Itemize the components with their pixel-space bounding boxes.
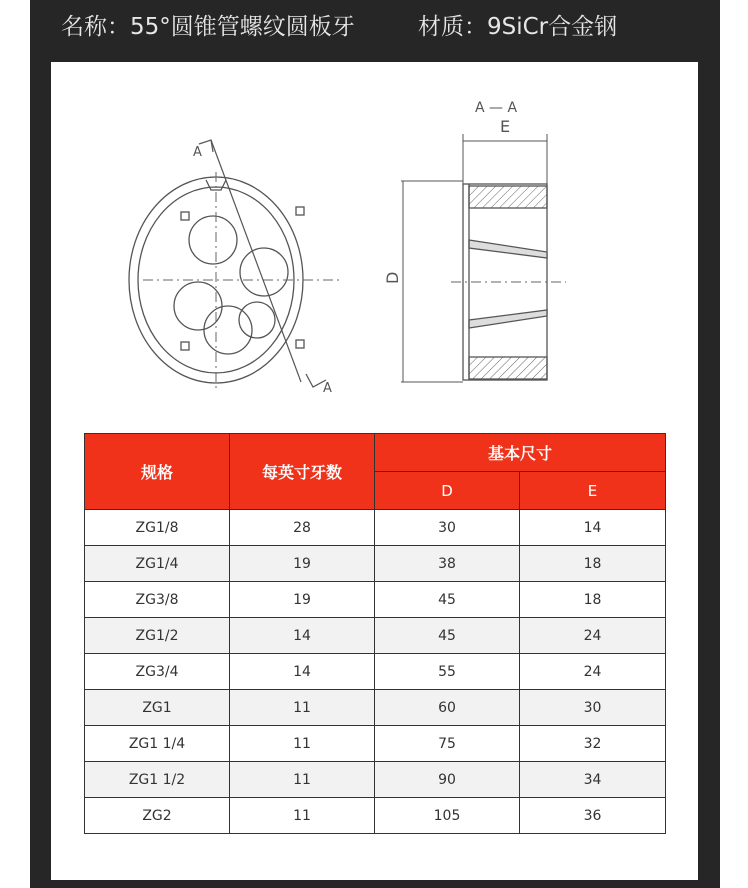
header-e: E — [520, 472, 666, 510]
section-marker-bottom: A — [323, 381, 332, 396]
cell-e: 32 — [520, 726, 666, 762]
center-lines — [143, 172, 343, 392]
section-label: A — A — [475, 100, 518, 116]
spec-table — [84, 433, 666, 834]
cell-e: 24 — [520, 654, 666, 690]
table-row — [85, 546, 666, 582]
cell-spec: ZG1/4 — [85, 546, 230, 582]
header-bar — [30, 0, 720, 52]
cell-tpi: 11 — [230, 798, 375, 834]
header-d: D — [375, 472, 520, 510]
cell-tpi: 14 — [230, 618, 375, 654]
cell-spec: ZG3/4 — [85, 654, 230, 690]
cell-spec: ZG1 1/4 — [85, 726, 230, 762]
cell-d: 90 — [375, 762, 520, 798]
cell-spec: ZG1/2 — [85, 618, 230, 654]
cell-tpi: 11 — [230, 726, 375, 762]
table-row — [85, 726, 666, 762]
cell-e: 34 — [520, 762, 666, 798]
cell-e: 18 — [520, 546, 666, 582]
cell-e: 30 — [520, 690, 666, 726]
header-spec: 规格 — [85, 434, 230, 510]
cell-d: 30 — [375, 510, 520, 546]
cell-spec: ZG3/8 — [85, 582, 230, 618]
dimension-e-label: E — [500, 117, 511, 136]
cell-d: 38 — [375, 546, 520, 582]
table-row — [85, 510, 666, 546]
table-row — [85, 582, 666, 618]
cell-e: 14 — [520, 510, 666, 546]
content-card — [51, 62, 698, 880]
cell-e: 18 — [520, 582, 666, 618]
table-row — [85, 618, 666, 654]
table-row — [85, 690, 666, 726]
cell-tpi: 19 — [230, 546, 375, 582]
cell-spec: ZG1/8 — [85, 510, 230, 546]
dimension-e — [463, 134, 547, 184]
cell-spec: ZG2 — [85, 798, 230, 834]
cell-d: 45 — [375, 582, 520, 618]
cell-d: 105 — [375, 798, 520, 834]
cell-d: 60 — [375, 690, 520, 726]
cell-e: 24 — [520, 618, 666, 654]
table-row — [85, 762, 666, 798]
cell-tpi: 28 — [230, 510, 375, 546]
header-tpi: 每英寸牙数 — [230, 434, 375, 510]
cell-tpi: 11 — [230, 690, 375, 726]
cell-e: 36 — [520, 798, 666, 834]
table-row — [85, 654, 666, 690]
cell-d: 45 — [375, 618, 520, 654]
material-label: 材质：9SiCr合金钢 — [418, 14, 618, 40]
table-row — [85, 798, 666, 834]
cell-tpi: 19 — [230, 582, 375, 618]
cell-d: 55 — [375, 654, 520, 690]
cell-tpi: 14 — [230, 654, 375, 690]
product-name: 名称：55°圆锥管螺纹圆板牙 — [61, 14, 355, 40]
header-basic-size: 基本尺寸 — [375, 434, 666, 472]
dimension-d-label: D — [383, 271, 402, 284]
cell-d: 75 — [375, 726, 520, 762]
section-marker-top: A — [193, 145, 202, 160]
cell-spec: ZG1 — [85, 690, 230, 726]
cell-tpi: 11 — [230, 762, 375, 798]
technical-drawing — [51, 62, 698, 422]
cell-spec: ZG1 1/2 — [85, 762, 230, 798]
